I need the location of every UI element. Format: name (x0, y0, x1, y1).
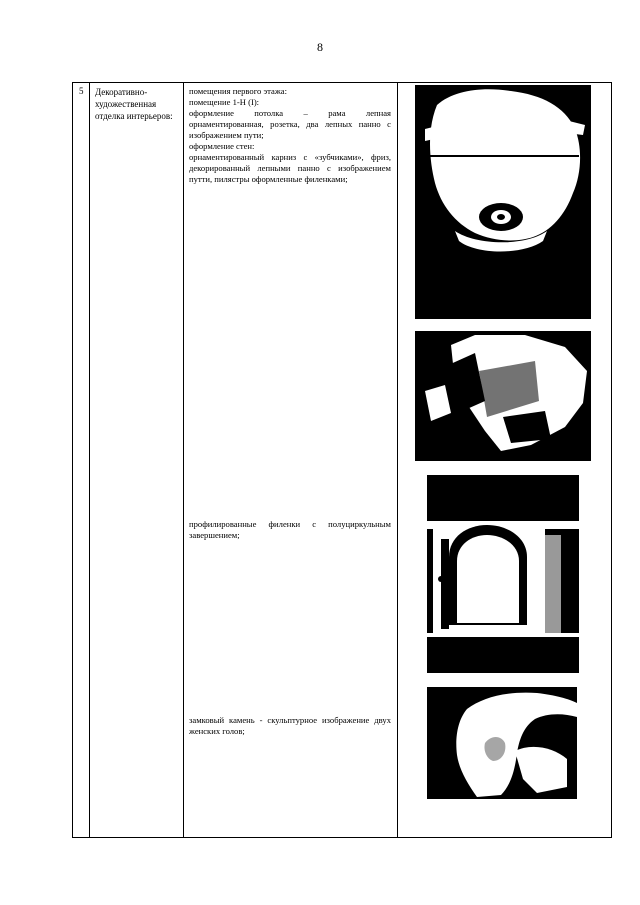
arched-panel-photo (427, 475, 579, 673)
column-divider (89, 83, 90, 837)
description-block-1 (189, 86, 391, 185)
cornice-frieze-photo (415, 331, 591, 461)
description-line: помещение 1-Н (I): (189, 97, 260, 107)
description-block-2 (189, 519, 391, 541)
page-number: 8 (317, 40, 323, 54)
description-line: помещения первого этажа: (189, 86, 287, 96)
register-table (72, 82, 612, 838)
row-number: 5 (79, 86, 84, 96)
description-line: профилированные филенки с полуциркульным завершением; (189, 519, 391, 540)
description-line: орнаментированный карниз с «зубчиками», фриз, декорированный лепными панно с изображением путти, пилястры оформленные филенками; (189, 152, 391, 184)
description-block-3 (189, 715, 391, 737)
column-divider (397, 83, 398, 837)
row-title: Декоративно-художественная отделка интерьеров: (95, 87, 173, 121)
description-line: замковый камень - скульптурное изображение двух женских голов; (189, 715, 391, 736)
description-line: оформление потолка – рама лепная орнаментированная, розетка, два лепных панно с изображением пути; (189, 108, 391, 140)
column-divider (183, 83, 184, 837)
keystone-photo (427, 687, 577, 799)
description-line: оформление стен: (189, 141, 255, 151)
ceiling-rosette-photo (415, 85, 591, 319)
